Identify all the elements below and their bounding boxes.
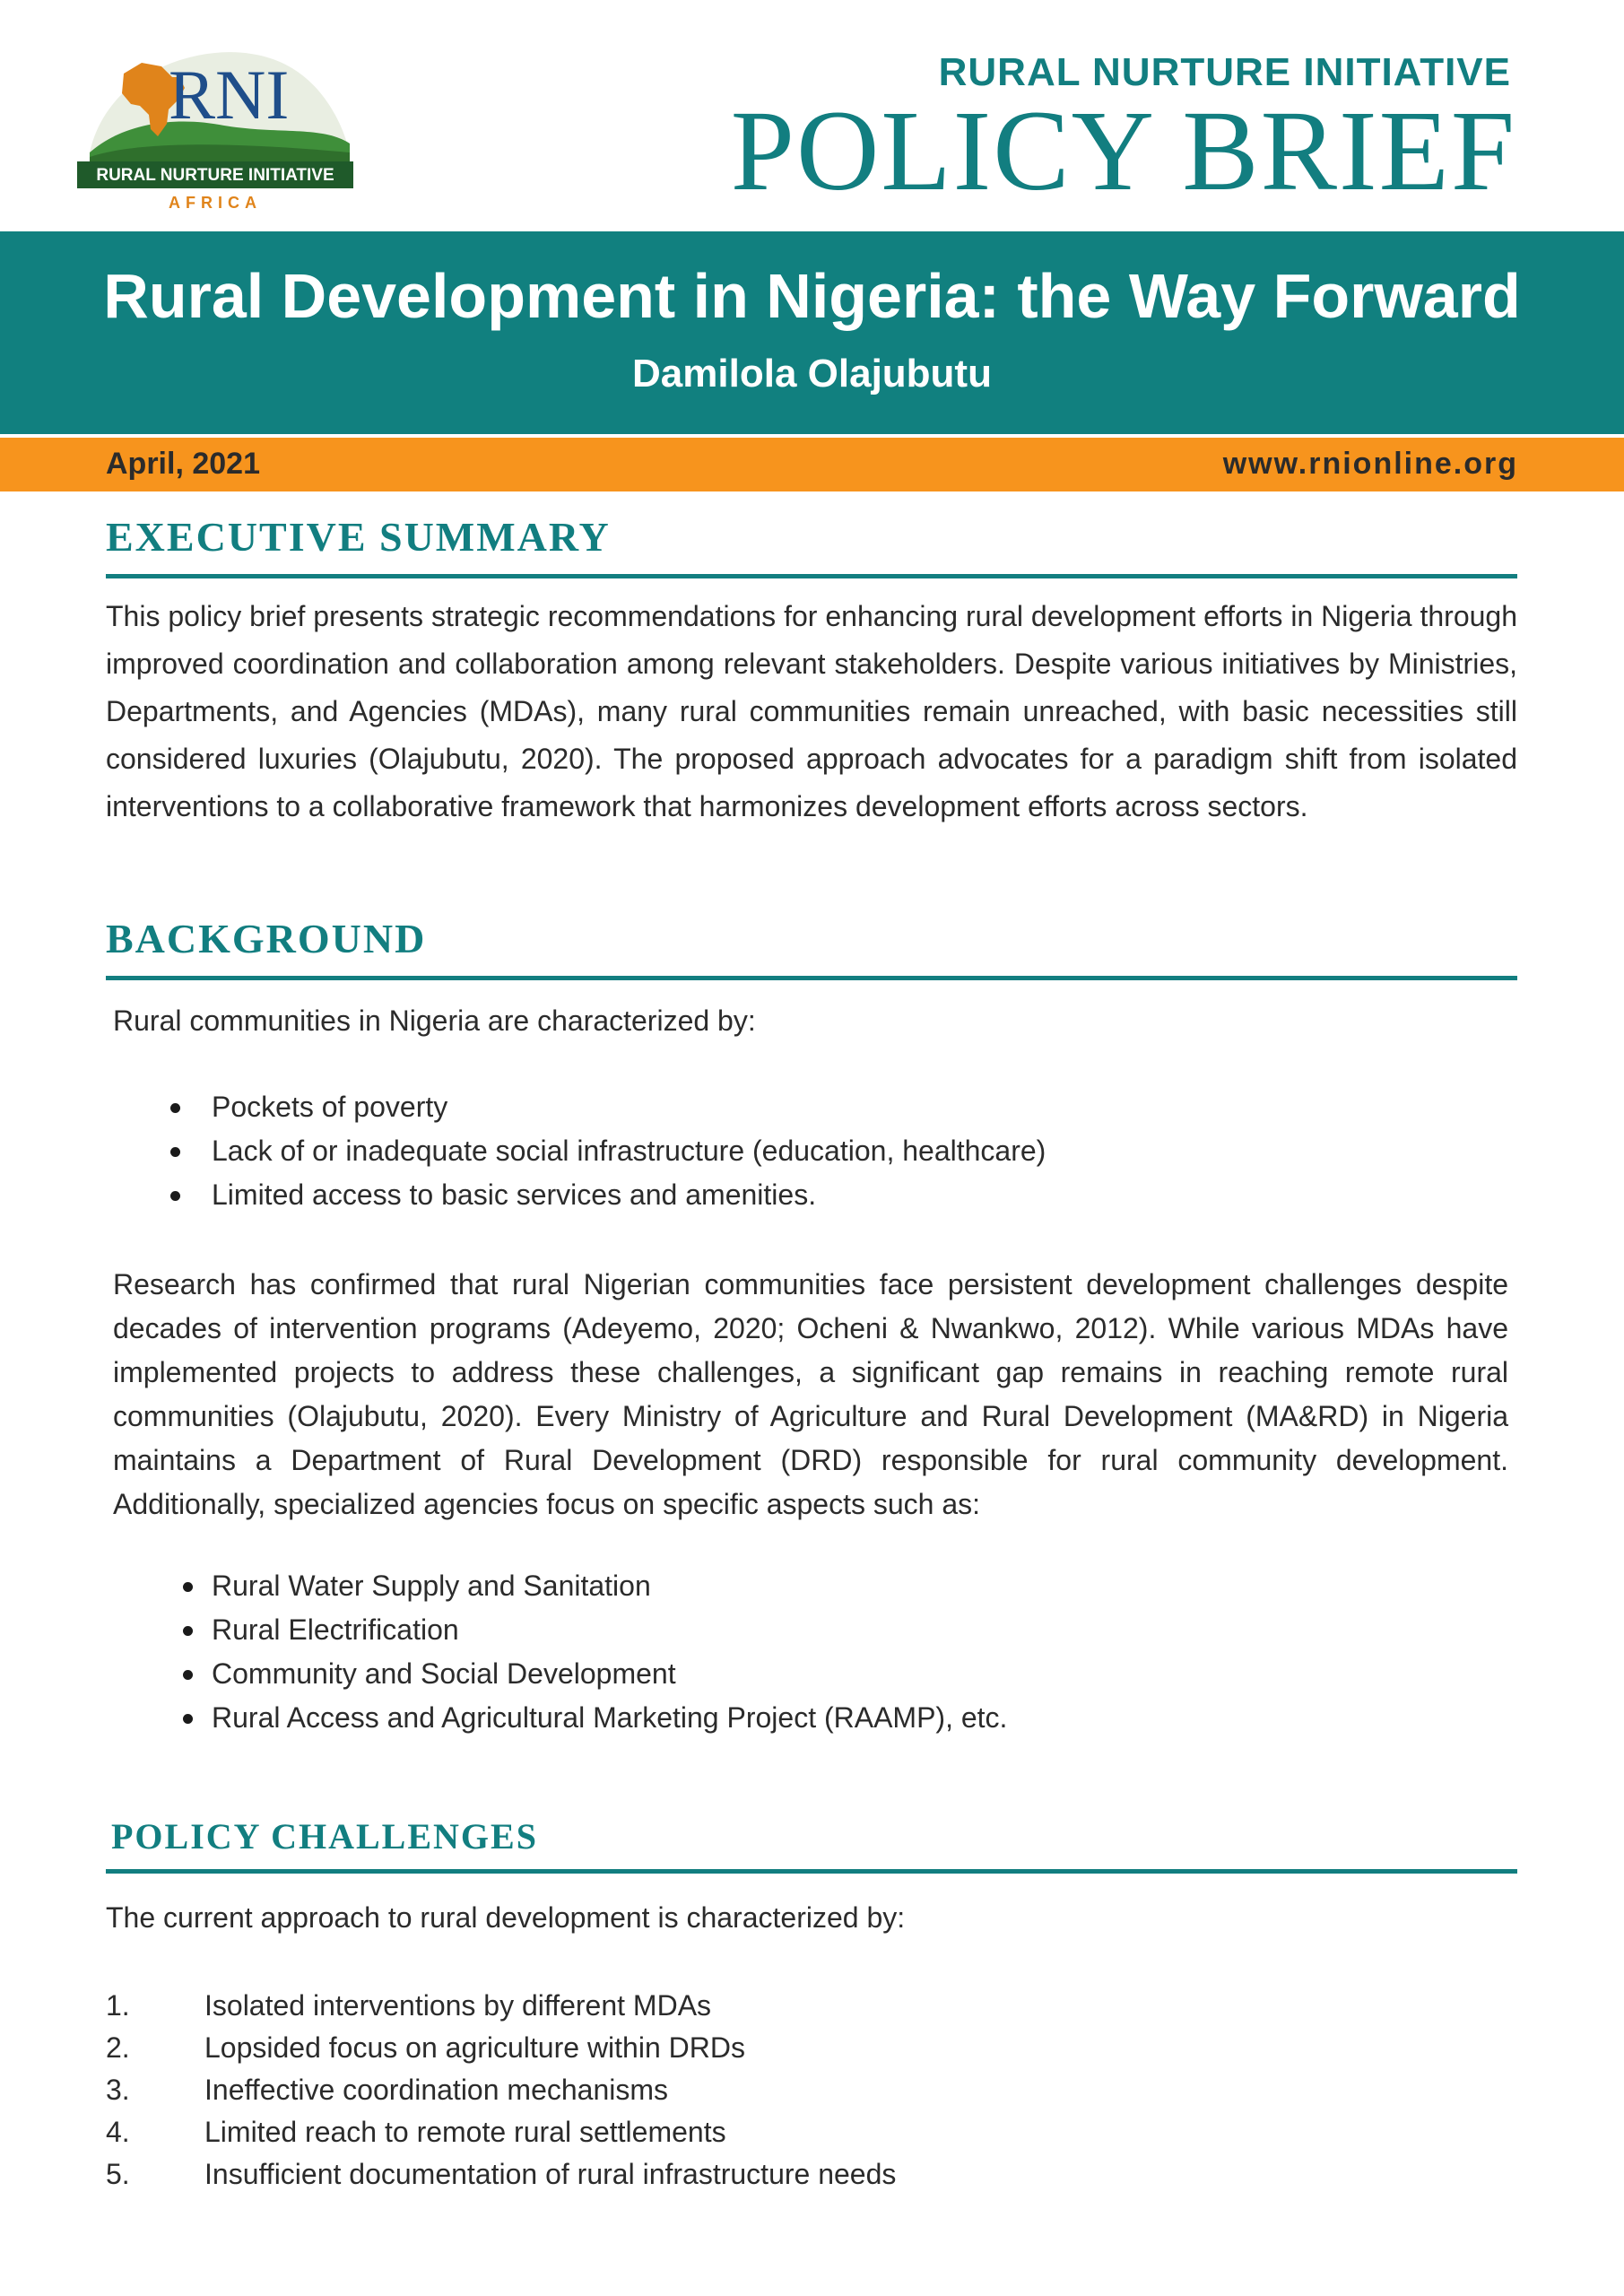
policy-challenges-heading: POLICY CHALLENGES	[111, 1816, 538, 1857]
logo-banner: RURAL NURTURE INITIATIVE	[96, 166, 334, 185]
series-name: RURAL NURTURE INITIATIVE	[938, 50, 1511, 94]
logo-mark: RNI	[169, 56, 290, 134]
item-text: Lopsided focus on agriculture within DRDs	[204, 2031, 745, 2064]
item-number: 5.	[106, 2158, 130, 2190]
bullet-icon	[183, 1626, 193, 1636]
section-divider	[106, 976, 1517, 980]
policy-challenges-intro: The current approach to rural development is characterized by:	[106, 1901, 906, 1934]
page-header	[0, 0, 1624, 231]
list-item: Pockets of poverty	[212, 1091, 447, 1124]
executive-summary-text: This policy brief presents strategic recommendations for enhancing rural development efforts in Nigeria through improved coordination and collaboration among relevant stakeholders. Despite various initiatives by Ministries, Departments, and Agencies (MDAs), many rural communities remain unreached, with basic necessities still considered luxuries (Olajubutu, 2020). The proposed approach advocates for a paradigm shift from isolated interventions to a collaborative framework that harmonizes development efforts across sectors.	[106, 600, 1517, 822]
bullet-icon	[170, 1147, 180, 1157]
logo-region: AFRICA	[169, 194, 262, 212]
rni-logo	[72, 36, 359, 215]
item-text: Insufficient documentation of rural infrastructure needs	[204, 2158, 897, 2190]
website-link[interactable]: www.rnionline.org	[1222, 447, 1518, 481]
item-number: 4.	[106, 2116, 130, 2148]
author-name: Damilola Olajubutu	[632, 352, 992, 396]
list-item: Rural Electrification	[212, 1613, 459, 1647]
list-item: Rural Water Supply and Sanitation	[212, 1570, 651, 1603]
bullet-icon	[183, 1582, 193, 1592]
document-title: Rural Development in Nigeria: the Way Forward	[103, 261, 1521, 331]
list-item: Limited access to basic services and amenities.	[212, 1178, 816, 1212]
background-body: Research has confirmed that rural Nigerian communities face persistent development challenges despite decades of intervention programs (Adeyemo, 2020; Ocheni & Nwankwo, 2012). While various MDAs have implemented projects to address these challenges, a significant gap remains in reaching remote rural communities (Olajubutu, 2020). Every Ministry of Agriculture and Rural Development (MA&RD) in Nigeria maintains a Department of Rural Development (DRD) responsible for rural community development. Additionally, specialized agencies focus on specific aspects such as:	[113, 1268, 1508, 1520]
list-item: Community and Social Development	[212, 1657, 676, 1691]
publication-date: April, 2021	[106, 447, 260, 481]
item-text: Isolated interventions by different MDAs	[204, 1989, 712, 2022]
item-number: 3.	[106, 2074, 130, 2106]
item-text: Ineffective coordination mechanisms	[204, 2074, 669, 2106]
background-intro: Rural communities in Nigeria are characterized by:	[113, 1004, 756, 1037]
document-type: POLICY BRIEF	[730, 87, 1516, 214]
item-number: 1.	[106, 1989, 130, 2022]
item-text: Limited reach to remote rural settlements	[204, 2116, 726, 2148]
background-heading: BACKGROUND	[106, 916, 427, 961]
list-item: Lack of or inadequate social infrastructure (education, healthcare)	[212, 1135, 1046, 1168]
section-divider	[106, 574, 1517, 578]
item-number: 2.	[106, 2031, 130, 2064]
list-item: Rural Access and Agricultural Marketing Project (RAAMP), etc.	[212, 1701, 1007, 1735]
section-divider	[106, 1869, 1517, 1874]
bullet-icon	[183, 1670, 193, 1680]
bullet-icon	[170, 1191, 180, 1201]
executive-summary-heading: EXECUTIVE SUMMARY	[106, 514, 611, 560]
bullet-icon	[183, 1714, 193, 1724]
bullet-icon	[170, 1103, 180, 1113]
